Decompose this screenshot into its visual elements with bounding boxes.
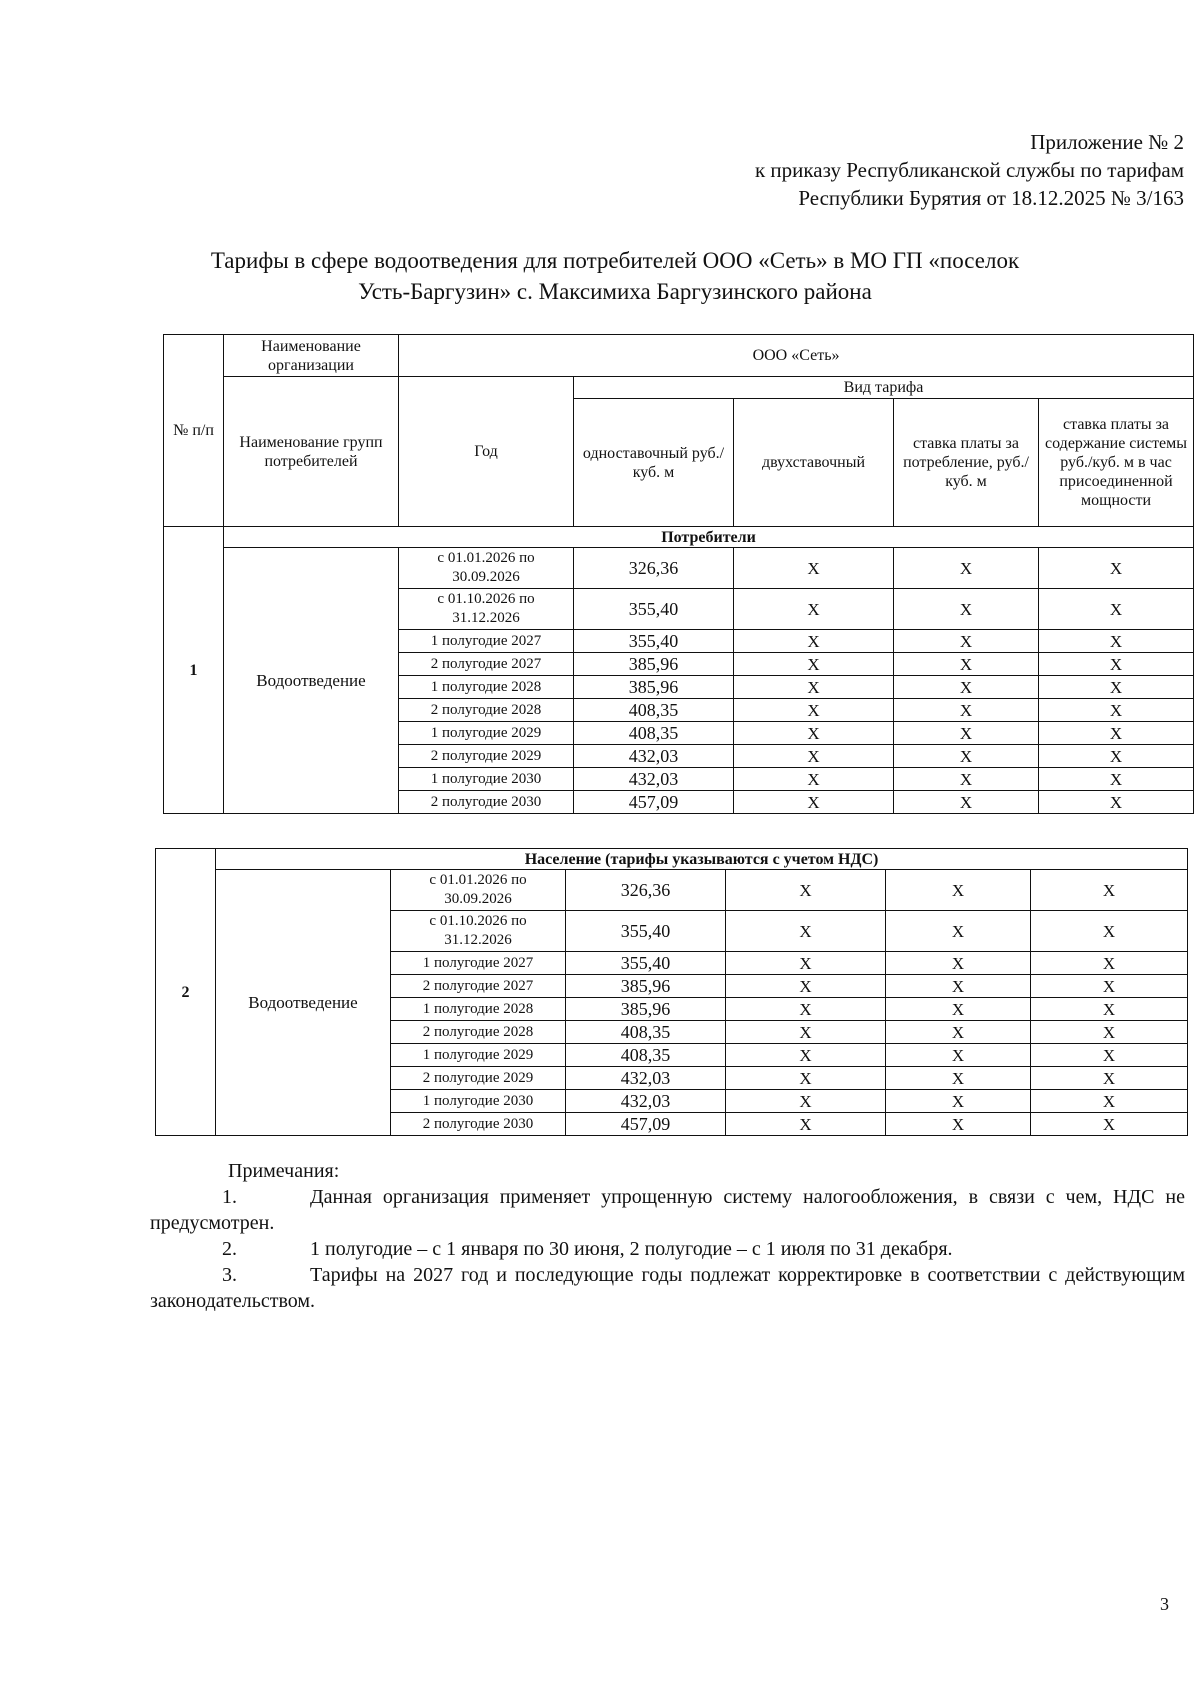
maintenance-rate-value: Х bbox=[1031, 1021, 1188, 1044]
single-rate-value: 432,03 bbox=[566, 1067, 726, 1090]
maintenance-rate-value: Х bbox=[1039, 676, 1194, 699]
consumption-rate-value: Х bbox=[886, 1067, 1031, 1090]
maintenance-rate-value: Х bbox=[1031, 952, 1188, 975]
section-title-row bbox=[156, 849, 1188, 870]
period-cell: 1 полугодие 2028 bbox=[399, 676, 574, 699]
consumption-rate-value: Х bbox=[886, 975, 1031, 998]
note-item bbox=[150, 1184, 1185, 1236]
appendix-line-3: Республики Бурятия от 18.12.2025 № 3/163 bbox=[798, 186, 1184, 210]
single-rate-value: 385,96 bbox=[574, 653, 734, 676]
two-rate-value: Х bbox=[726, 1067, 886, 1090]
consumption-rate-value: Х bbox=[894, 630, 1039, 653]
single-rate-value: 457,09 bbox=[566, 1113, 726, 1136]
period-cell: 1 полугодие 2027 bbox=[399, 630, 574, 653]
header-two-rate: двухставочный bbox=[734, 399, 894, 527]
period-cell: с 01.10.2026 по 31.12.2026 bbox=[399, 589, 574, 630]
single-rate-value: 408,35 bbox=[574, 699, 734, 722]
header-single-rate: одноставочный руб./ куб. м bbox=[574, 399, 734, 527]
consumption-rate-value: Х bbox=[886, 1044, 1031, 1067]
two-rate-value: Х bbox=[726, 952, 886, 975]
section-consumers bbox=[164, 527, 1194, 814]
header-org-name-label: Наименование организации bbox=[224, 335, 399, 377]
consumption-rate-value: Х bbox=[886, 1021, 1031, 1044]
two-rate-value: Х bbox=[734, 768, 894, 791]
maintenance-rate-value: Х bbox=[1039, 699, 1194, 722]
single-rate-value: 385,96 bbox=[574, 676, 734, 699]
maintenance-rate-value: Х bbox=[1039, 653, 1194, 676]
section-title: Население (тарифы указываются с учетом НДС) bbox=[216, 849, 1188, 870]
single-rate-value: 432,03 bbox=[574, 745, 734, 768]
period-cell: 2 полугодие 2030 bbox=[399, 791, 574, 814]
period-cell: с 01.01.2026 по 30.09.2026 bbox=[391, 870, 566, 911]
period-cell: 1 полугодие 2030 bbox=[399, 768, 574, 791]
single-rate-value: 385,96 bbox=[566, 998, 726, 1021]
period-cell: 2 полугодие 2029 bbox=[399, 745, 574, 768]
two-rate-value: Х bbox=[734, 699, 894, 722]
maintenance-rate-value: Х bbox=[1031, 1044, 1188, 1067]
note-item bbox=[150, 1236, 1185, 1262]
period-cell: 2 полугодие 2030 bbox=[391, 1113, 566, 1136]
maintenance-rate-value: Х bbox=[1039, 722, 1194, 745]
maintenance-rate-value: Х bbox=[1031, 998, 1188, 1021]
single-rate-value: 408,35 bbox=[566, 1021, 726, 1044]
consumption-rate-value: Х bbox=[894, 676, 1039, 699]
row-number: 1 bbox=[164, 527, 224, 814]
notes bbox=[150, 1158, 1185, 1314]
maintenance-rate-value: Х bbox=[1031, 911, 1188, 952]
appendix-reference bbox=[584, 128, 1184, 212]
two-rate-value: Х bbox=[726, 911, 886, 952]
row-number: 2 bbox=[156, 849, 216, 1136]
two-rate-value: Х bbox=[726, 998, 886, 1021]
notes-heading: Примечания: bbox=[228, 1160, 340, 1182]
two-rate-value: Х bbox=[726, 1113, 886, 1136]
two-rate-value: Х bbox=[734, 722, 894, 745]
header-year: Год bbox=[399, 377, 574, 527]
consumption-rate-value: Х bbox=[894, 745, 1039, 768]
maintenance-rate-value: Х bbox=[1039, 768, 1194, 791]
table-row bbox=[156, 870, 1188, 911]
period-cell: 1 полугодие 2029 bbox=[399, 722, 574, 745]
header-tariff-type: Вид тарифа bbox=[574, 377, 1194, 399]
two-rate-value: Х bbox=[726, 1021, 886, 1044]
two-rate-value: Х bbox=[734, 676, 894, 699]
consumption-rate-value: Х bbox=[894, 548, 1039, 589]
consumption-rate-value: Х bbox=[894, 699, 1039, 722]
title-line-2: Усть-Баргузин» с. Максимиха Баргузинского района bbox=[358, 279, 872, 304]
single-rate-value: 432,03 bbox=[566, 1090, 726, 1113]
two-rate-value: Х bbox=[734, 653, 894, 676]
two-rate-value: Х bbox=[726, 975, 886, 998]
single-rate-value: 355,40 bbox=[566, 911, 726, 952]
tariff-table-population bbox=[155, 848, 1188, 1136]
consumption-rate-value: Х bbox=[886, 870, 1031, 911]
period-cell: 2 полугодие 2028 bbox=[391, 1021, 566, 1044]
single-rate-value: 408,35 bbox=[574, 722, 734, 745]
maintenance-rate-value: Х bbox=[1039, 630, 1194, 653]
header-maintenance-rate: ставка платы за содержание системы руб./куб. м в час присоединенной мощности bbox=[1039, 399, 1194, 527]
period-cell: 1 полугодие 2027 bbox=[391, 952, 566, 975]
two-rate-value: Х bbox=[726, 1090, 886, 1113]
single-rate-value: 408,35 bbox=[566, 1044, 726, 1067]
maintenance-rate-value: Х bbox=[1031, 1090, 1188, 1113]
single-rate-value: 385,96 bbox=[566, 975, 726, 998]
period-cell: 1 полугодие 2028 bbox=[391, 998, 566, 1021]
single-rate-value: 457,09 bbox=[574, 791, 734, 814]
two-rate-value: Х bbox=[734, 791, 894, 814]
period-cell: 1 полугодие 2029 bbox=[391, 1044, 566, 1067]
note-number: 2. bbox=[222, 1238, 237, 1260]
consumption-rate-value: Х bbox=[886, 998, 1031, 1021]
two-rate-value: Х bbox=[734, 548, 894, 589]
note-text: Данная организация применяет упрощенную систему налогообложения, в связи с чем, НДС не предусмотрен. bbox=[150, 1186, 1185, 1234]
period-cell: 2 полугодие 2027 bbox=[391, 975, 566, 998]
note-item bbox=[150, 1262, 1185, 1314]
maintenance-rate-value: Х bbox=[1031, 1113, 1188, 1136]
note-number: 1. bbox=[222, 1186, 237, 1208]
section-title: Потребители bbox=[224, 527, 1194, 548]
consumption-rate-value: Х bbox=[886, 911, 1031, 952]
note-text: Тарифы на 2027 год и последующие годы подлежат корректировке в соответствии с действующим законодательством. bbox=[150, 1264, 1185, 1312]
note-number: 3. bbox=[222, 1264, 237, 1286]
consumption-rate-value: Х bbox=[894, 722, 1039, 745]
maintenance-rate-value: Х bbox=[1031, 870, 1188, 911]
period-cell: 2 полугодие 2028 bbox=[399, 699, 574, 722]
period-cell: с 01.10.2026 по 31.12.2026 bbox=[391, 911, 566, 952]
consumption-rate-value: Х bbox=[886, 1113, 1031, 1136]
note-text: 1 полугодие – с 1 января по 30 июня, 2 полугодие – с 1 июля по 31 декабря. bbox=[310, 1238, 953, 1260]
header-group-label: Наименование групп потребителей bbox=[224, 377, 399, 527]
period-cell: 2 полугодие 2029 bbox=[391, 1067, 566, 1090]
document-title bbox=[150, 245, 1080, 307]
consumer-group: Водоотведение bbox=[224, 548, 399, 814]
two-rate-value: Х bbox=[734, 589, 894, 630]
consumption-rate-value: Х bbox=[894, 589, 1039, 630]
maintenance-rate-value: Х bbox=[1039, 589, 1194, 630]
single-rate-value: 355,40 bbox=[566, 952, 726, 975]
title-line-1: Тарифы в сфере водоотведения для потребителей ООО «Сеть» в МО ГП «поселок bbox=[210, 248, 1020, 273]
consumption-rate-value: Х bbox=[894, 791, 1039, 814]
appendix-line-2: к приказу Республиканской службы по тарифам bbox=[754, 158, 1184, 182]
maintenance-rate-value: Х bbox=[1031, 1067, 1188, 1090]
maintenance-rate-value: Х bbox=[1039, 791, 1194, 814]
consumer-group: Водоотведение bbox=[216, 870, 391, 1136]
appendix-line-1: Приложение № 2 bbox=[1030, 130, 1184, 154]
table-row bbox=[164, 548, 1194, 589]
section-population bbox=[156, 849, 1188, 1136]
two-rate-value: Х bbox=[734, 745, 894, 768]
consumption-rate-value: Х bbox=[894, 768, 1039, 791]
single-rate-value: 432,03 bbox=[574, 768, 734, 791]
maintenance-rate-value: Х bbox=[1039, 548, 1194, 589]
single-rate-value: 355,40 bbox=[574, 589, 734, 630]
two-rate-value: Х bbox=[726, 1044, 886, 1067]
header-org-name: ООО «Сеть» bbox=[399, 335, 1194, 377]
maintenance-rate-value: Х bbox=[1039, 745, 1194, 768]
single-rate-value: 355,40 bbox=[574, 630, 734, 653]
section-title-row bbox=[164, 527, 1194, 548]
period-cell: 1 полугодие 2030 bbox=[391, 1090, 566, 1113]
consumption-rate-value: Х bbox=[886, 952, 1031, 975]
single-rate-value: 326,36 bbox=[574, 548, 734, 589]
maintenance-rate-value: Х bbox=[1031, 975, 1188, 998]
page-number: 3 bbox=[1160, 1594, 1169, 1614]
header-consumption-rate: ставка платы за потребление, руб./ куб. м bbox=[894, 399, 1039, 527]
header-num: № п/п bbox=[164, 335, 224, 527]
consumption-rate-value: Х bbox=[886, 1090, 1031, 1113]
period-cell: с 01.01.2026 по 30.09.2026 bbox=[399, 548, 574, 589]
tariff-table-consumers bbox=[163, 334, 1194, 814]
single-rate-value: 326,36 bbox=[566, 870, 726, 911]
two-rate-value: Х bbox=[734, 630, 894, 653]
period-cell: 2 полугодие 2027 bbox=[399, 653, 574, 676]
consumption-rate-value: Х bbox=[894, 653, 1039, 676]
two-rate-value: Х bbox=[726, 870, 886, 911]
